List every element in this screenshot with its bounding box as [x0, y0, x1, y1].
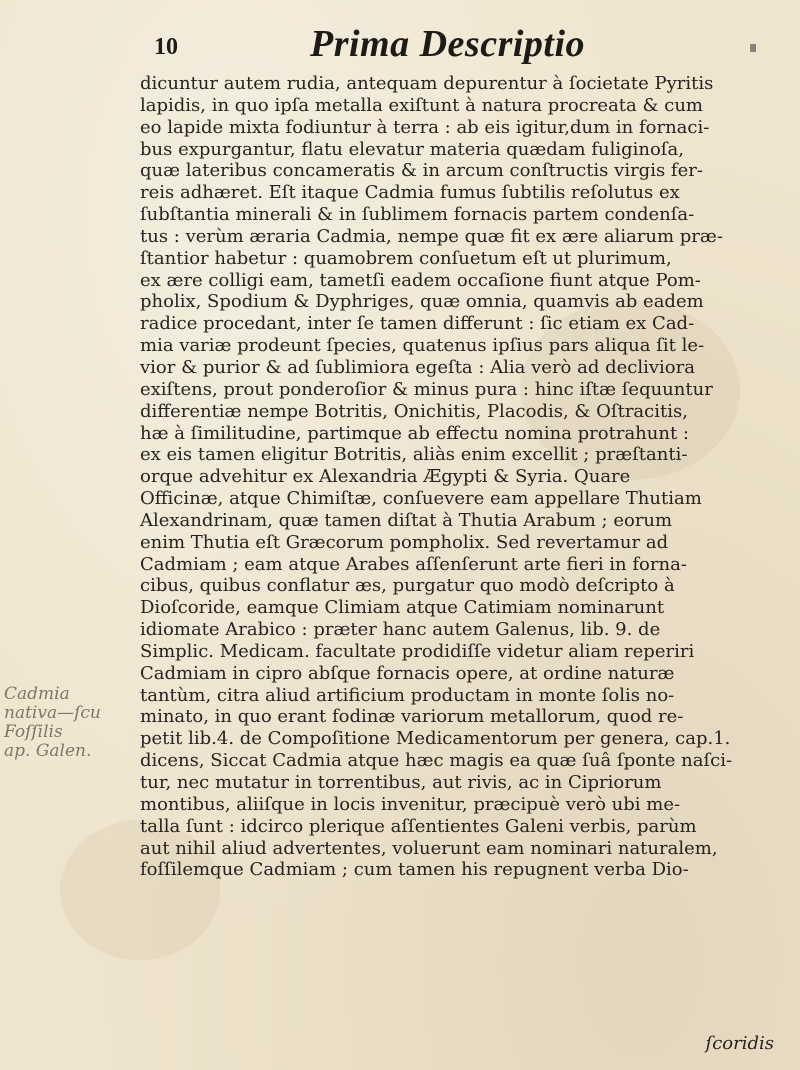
- text-line: pholix, Spodium & Dyphriges, quæ omnia, quamvis ab eadem: [140, 291, 704, 313]
- text-line: mia variæ prodeunt ſpecies, quatenus ipſius pars aliqua ſit le-: [140, 335, 705, 357]
- margin-note-line: Cadmia: [4, 684, 70, 704]
- text-line: exiſtens, prout ponderoſior & minus pura : hinc iſtæ ſequuntur: [140, 378, 713, 400]
- text-line: Simplic. Medicam. facultate prodidiſſe videtur aliam reperiri: [140, 640, 695, 662]
- text-line: differentiæ nempe Botritis, Onichitis, Placodis, & Oſtracitis,: [140, 400, 688, 422]
- text-line: vior & purior & ad ſublimiora egeſta : Alia verò ad decliviora: [140, 356, 695, 378]
- text-line: bus expurgantur, flatu elevatur materia quædam fuliginoſa,: [140, 138, 684, 160]
- text-line: foſſilemque Cadmiam ; cum tamen his repugnent verba Dio-: [140, 859, 689, 881]
- text-line: tantùm, citra aliud artificium productam in monte ſolis no-: [140, 684, 675, 706]
- text-line: montibus, aliiſque in locis invenitur, præcipuè verò ubi me-: [140, 793, 681, 815]
- body-text: [140, 73, 780, 881]
- text-line: orque advehitur ex Alexandria Ægypti & Syria. Quare: [140, 466, 631, 488]
- text-line: enim Thutia eſt Græcorum pompholix. Sed revertamur ad: [140, 531, 669, 553]
- text-line: quæ lateribus concameratis & in arcum conſtructis virgis fer-: [140, 160, 703, 182]
- text-line: Cadmiam ; eam atque Arabes aſſenſerunt arte fieri in forna-: [140, 553, 687, 575]
- margin-note-line: ap. Galen.: [4, 741, 92, 761]
- page-number: 10: [154, 34, 178, 60]
- text-line: Officinæ, atque Chimiſtæ, conſuevere eam appellare Thutiam: [140, 488, 702, 510]
- text-line: dicuntur autem rudia, antequam depurentur à ſocietate Pyritis: [140, 73, 714, 94]
- text-line: Alexandrinam, quæ tamen diſtat à Thutia Arabum ; eorum: [140, 509, 673, 531]
- text-line: reis adhæret. Eſt itaque Cadmia fumus ſubtilis reſolutus ex: [140, 182, 680, 204]
- text-line: tus : verùm æraria Cadmia, nempe quæ fit ex ære aliarum præ-: [140, 225, 723, 247]
- text-line: talla ſunt : idcirco plerique aſſentientes Galeni verbis, parùm: [140, 815, 697, 837]
- text-line: ſubſtantia minerali & in ſublimem fornacis partem condenſa-: [140, 204, 695, 226]
- page-header: [140, 22, 780, 72]
- running-title: Prima Descriptio: [310, 23, 586, 65]
- text-line: ex eis tamen eligitur Botritis, aliàs enim excellit ; præſtanti-: [140, 444, 688, 466]
- text-line: tur, nec mutatur in torrentibus, aut rivis, ac in Cipriorum: [140, 772, 662, 793]
- catchword: ſcoridis: [705, 1033, 774, 1054]
- text-line: Cadmiam in cipro abſque fornacis opere, at ordine naturæ: [140, 662, 675, 684]
- text-line: lapidis, in quo ipſa metalla exiſtunt à natura procreata & cum: [140, 94, 703, 116]
- ink-mark: [750, 44, 756, 52]
- text-line: hæ à ſimilitudine, partimque ab effectu nomina protrahunt :: [140, 422, 689, 444]
- text-line: dicens, Siccat Cadmia atque hæc magis ea quæ ſuâ ſponte naſci-: [140, 750, 733, 772]
- text-line: aut nihil aliud advertentes, voluerunt eam nominari naturalem,: [140, 837, 718, 859]
- text-line: ex ære colligi eam, tametſi eadem occaſione fiunt atque Pom-: [140, 269, 701, 291]
- text-line: radice procedant, inter ſe tamen differunt : ſic etiam ex Cad-: [140, 313, 695, 335]
- text-line: eo lapide mixta fodiuntur à terra : ab eis igitur,dum in fornaci-: [140, 116, 710, 138]
- text-line: ſtantior habetur : quamobrem conſuetum eſt ut plurimum,: [140, 247, 672, 269]
- margin-note: [4, 685, 134, 761]
- margin-note-line: Foſſilis: [4, 722, 63, 742]
- text-line: minato, in quo erant fodinæ variorum metallorum, quod re-: [140, 706, 684, 728]
- margin-note-line: nativa—ſcu: [4, 703, 101, 723]
- text-line: cibus, quibus conflatur æs, purgatur quo modò deſcripto à: [140, 575, 675, 597]
- text-line: idiomate Arabico : præter hanc autem Galenus, lib. 9. de: [140, 619, 661, 641]
- text-line: petit lib.4. de Compoſitione Medicamentorum per genera, cap.1.: [140, 728, 731, 750]
- text-line: Dioſcoride, eamque Climiam atque Catimiam nominarunt: [140, 597, 665, 619]
